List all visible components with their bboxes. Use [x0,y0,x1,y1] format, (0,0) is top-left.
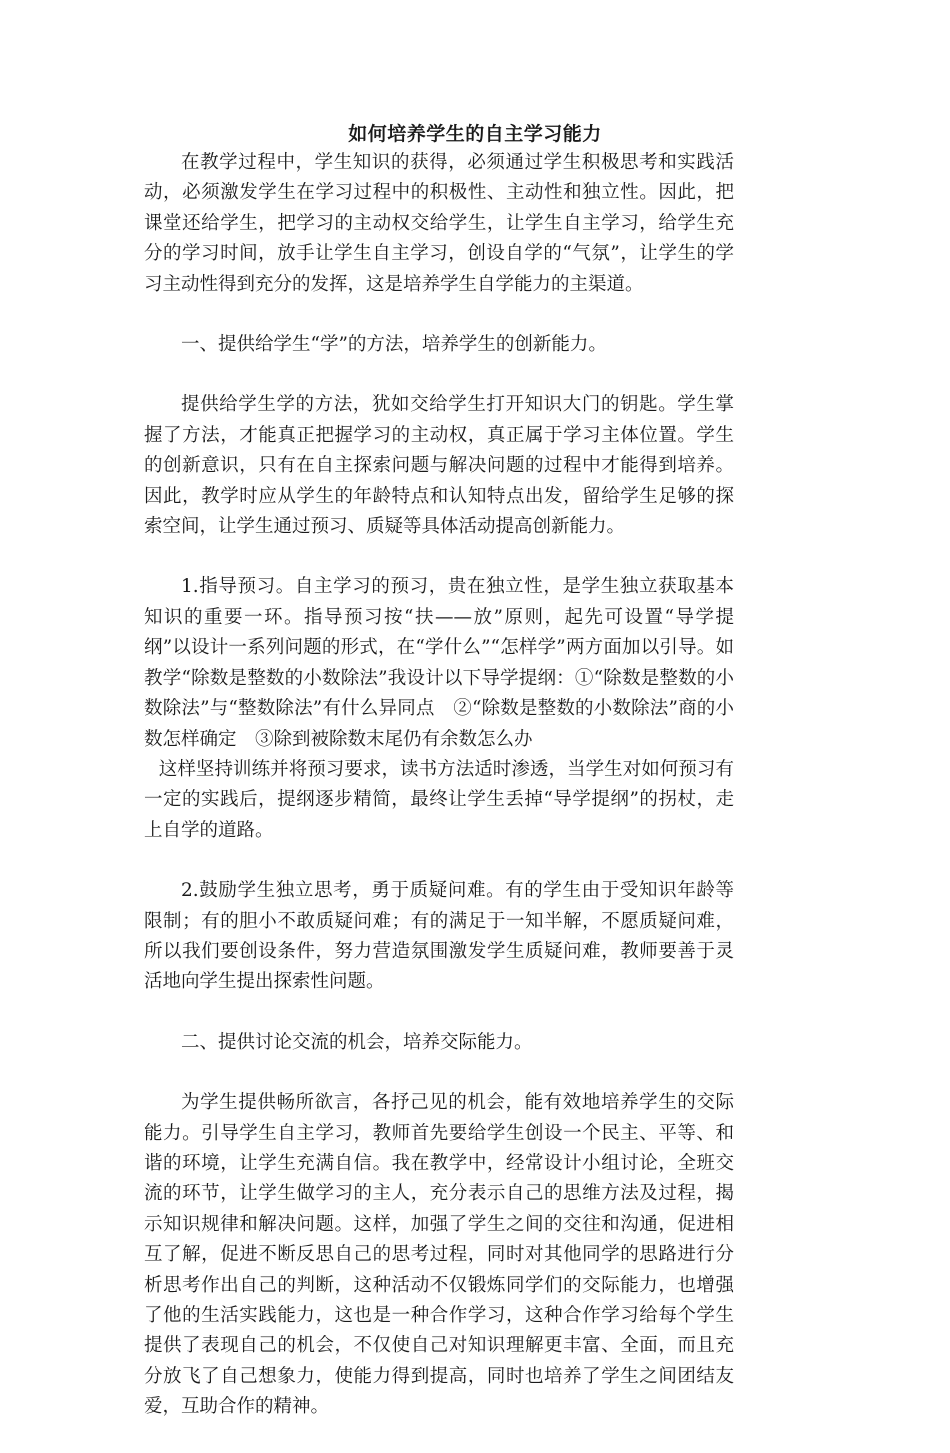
paragraph-preview-continued: 这样坚持训练并将预习要求，读书方法适时渗透，当学生对如何预习有一定的实践后，提纲逐步精简，最终让学生丢掉“导学提纲”的拐杖，走上自学的道路。 [144,758,734,841]
document-body [144,148,734,1453]
intro-paragraph: 在教学过程中，学生知识的获得，必须通过学生积极思考和实践活动，必须激发学生在学习过程中的积极性、主动性和独立性。因此，把课堂还给学生，把学习的主动权交给学生，让学生自主学习，给学生充分的学习时间，放手让学生自主学习，创设自学的“气氛”，让学生的学习主动性得到充分的发挥，这是培养学生自学能力的主渠道。 [144,152,734,295]
section-heading-2: 二、提供讨论交流的机会，培养交际能力。 [181,1031,533,1053]
paragraph-questioning: 2.鼓励学生独立思考，勇于质疑问难。有的学生由于受知识年龄等限制；有的胆小不敢质疑问难；有的满足于一知半解，不愿质疑问难，所以我们要创设条件，努力营造氛围激发学生质疑问难，教师要善于灵活地向学生提出探索性问题。 [144,880,734,993]
paragraph-discussion: 为学生提供畅所欲言，各抒己见的机会，能有效地培养学生的交际能力。引导学生自主学习，教师首先要给学生创设一个民主、平等、和谐的环境，让学生充满自信。我在教学中，经常设计小组讨论，全班交流的环节，让学生做学习的主人，充分表示自己的思维方法及过程，揭示知识规律和解决问题。这样，加强了学生之间的交往和沟通，促进相互了解，促进不断反思自己的思考过程，同时对其他同学的思路进行分析思考作出自己的判断，这种活动不仅锻炼同学们的交际能力，也增强了他的生活实践能力，这也是一种合作学习，这种合作学习给每个学生提供了表现自己的机会，不仅使自己对知识理解更丰富、全面，而且充分放飞了自己想象力，使能力得到提高，同时也培养了学生之间团结友爱，互助合作的精神。 [144,1092,734,1418]
section-heading-1: 一、提供给学生“学”的方法，培养学生的创新能力。 [181,334,607,356]
paragraph-preview: 1.指导预习。自主学习的预习，贵在独立性，是学生独立获取基本知识的重要一环。指导预习按“扶——放”原则，起先可设置“导学提纲”以设计一系列问题的形式，在“学什么”“怎样学”两方面加以引导。如教学“除数是整数的小数除法”我设计以下导学提纲：①“除数是整数的小数除法”与“整数除法”有什么异同点 ②“除数是整数的小数除法”商的小数怎样确定 ③除到被除数末尾仍有余数怎么办 [144,576,734,750]
document-title: 如何培养学生的自主学习能力 [348,123,602,145]
paragraph-methods: 提供给学生学的方法，犹如交给学生打开知识大门的钥匙。学生掌握了方法，才能真正把握学习的主动权，真正属于学习主体位置。学生的创新意识，只有在自主探索问题与解决问题的过程中才能得到培养。因此，教学时应从学生的年龄特点和认知特点出发，留给学生足够的探索空间，让学生通过预习、质疑等具体活动提高创新能力。 [144,394,734,538]
